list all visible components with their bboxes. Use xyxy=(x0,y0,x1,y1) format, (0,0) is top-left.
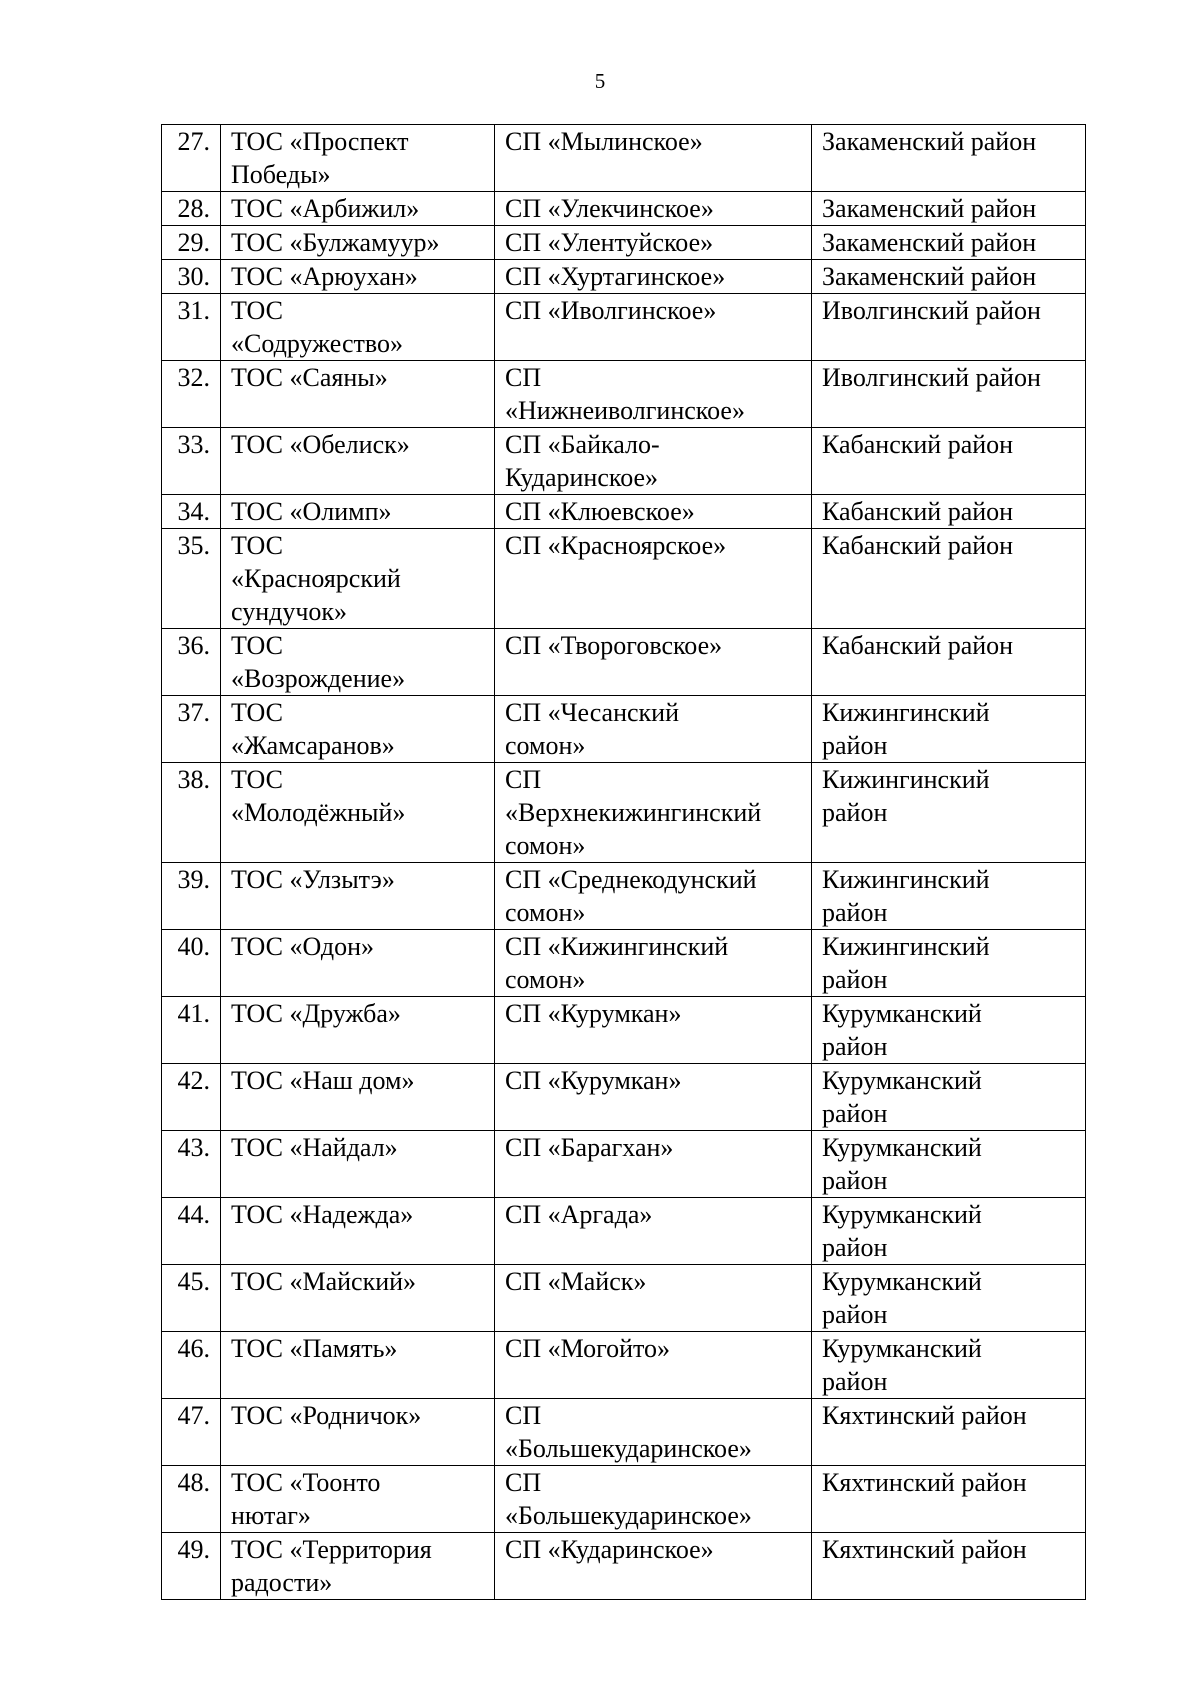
cell-line: Кижингинский xyxy=(822,765,990,794)
settlement-cell xyxy=(495,226,812,260)
row-number-cell: 42. xyxy=(162,1064,221,1131)
tos-name-cell xyxy=(221,1466,495,1533)
row-number-cell: 32. xyxy=(162,361,221,428)
settlement-cell xyxy=(495,361,812,428)
row-number-cell: 45. xyxy=(162,1265,221,1332)
cell-line: «Молодёжный» xyxy=(231,798,406,827)
tos-name-cell xyxy=(221,1131,495,1198)
settlement-cell xyxy=(495,696,812,763)
cell-line: сомон» xyxy=(505,898,586,927)
row-number-cell: 27. xyxy=(162,125,221,192)
tos-name-cell xyxy=(221,125,495,192)
table-row xyxy=(162,260,1086,294)
cell-line: район xyxy=(822,731,888,760)
cell-line: Курумканский xyxy=(822,1066,982,1095)
tos-name-cell xyxy=(221,1064,495,1131)
cell-line: ТОС «Тоонто xyxy=(231,1468,381,1497)
cell-line: СП xyxy=(505,1401,542,1430)
table-row xyxy=(162,763,1086,863)
cell-line: СП «Могойто» xyxy=(505,1334,671,1363)
cell-line: ТОС xyxy=(231,631,283,660)
table-row xyxy=(162,696,1086,763)
cell-line: Кударинское» xyxy=(505,463,659,492)
tos-name-cell xyxy=(221,763,495,863)
settlement-cell xyxy=(495,1131,812,1198)
cell-line: ТОС «Территория xyxy=(231,1535,432,1564)
cell-line: ТОС xyxy=(231,698,283,727)
cell-line: «Большекударинское» xyxy=(505,1501,752,1530)
row-number-cell: 47. xyxy=(162,1399,221,1466)
cell-line: ТОС «Обелиск» xyxy=(231,430,410,459)
tos-name-cell xyxy=(221,629,495,696)
cell-line: «Красноярский xyxy=(231,564,401,593)
cell-line: Курумканский xyxy=(822,1334,982,1363)
table-row xyxy=(162,1399,1086,1466)
settlement-cell xyxy=(495,863,812,930)
settlement-cell xyxy=(495,997,812,1064)
cell-line: ТОС «Одон» xyxy=(231,932,375,961)
cell-line: Курумканский xyxy=(822,1133,982,1162)
cell-line: ТОС «Найдал» xyxy=(231,1133,398,1162)
district-cell xyxy=(812,125,1086,192)
cell-line: район xyxy=(822,798,888,827)
cell-line: Кабанский район xyxy=(822,430,1014,459)
settlement-cell xyxy=(495,192,812,226)
settlement-cell xyxy=(495,260,812,294)
table-row xyxy=(162,1533,1086,1600)
cell-line: СП «Курумкан» xyxy=(505,999,682,1028)
district-cell xyxy=(812,696,1086,763)
tos-name-cell xyxy=(221,1198,495,1265)
cell-line: ТОС «Память» xyxy=(231,1334,398,1363)
cell-line: Закаменский район xyxy=(822,262,1037,291)
row-number-cell: 33. xyxy=(162,428,221,495)
cell-line: СП «Среднекодунский xyxy=(505,865,757,894)
table-body xyxy=(162,125,1086,1600)
cell-line: «Большекударинское» xyxy=(505,1434,752,1463)
cell-line: СП «Улентуйское» xyxy=(505,228,714,257)
cell-line: Кижингинский xyxy=(822,932,990,961)
tos-name-cell xyxy=(221,495,495,529)
row-number-cell: 38. xyxy=(162,763,221,863)
cell-line: СП «Аргада» xyxy=(505,1200,653,1229)
table-row xyxy=(162,997,1086,1064)
tos-name-cell xyxy=(221,696,495,763)
district-cell xyxy=(812,629,1086,696)
tos-name-cell xyxy=(221,1265,495,1332)
table-row xyxy=(162,294,1086,361)
cell-line: Кяхтинский район xyxy=(822,1401,1027,1430)
district-cell xyxy=(812,1265,1086,1332)
cell-line: Кабанский район xyxy=(822,631,1014,660)
cell-line: СП «Клюевское» xyxy=(505,497,695,526)
district-cell xyxy=(812,1533,1086,1600)
cell-line: ТОС «Арюухан» xyxy=(231,262,418,291)
cell-line: ТОС «Надежда» xyxy=(231,1200,414,1229)
table-row xyxy=(162,125,1086,192)
cell-line: район xyxy=(822,1166,888,1195)
cell-line: СП xyxy=(505,1468,542,1497)
cell-line: район xyxy=(822,1300,888,1329)
cell-line: Иволгинский район xyxy=(822,363,1041,392)
table-row xyxy=(162,629,1086,696)
cell-line: Кяхтинский район xyxy=(822,1468,1027,1497)
cell-line: СП xyxy=(505,363,542,392)
cell-line: радости» xyxy=(231,1568,333,1597)
cell-line: район xyxy=(822,1367,888,1396)
cell-line: ТОС xyxy=(231,296,283,325)
tos-name-cell xyxy=(221,997,495,1064)
cell-line: ТОС «Дружба» xyxy=(231,999,401,1028)
settlement-cell xyxy=(495,1533,812,1600)
settlement-cell xyxy=(495,1265,812,1332)
cell-line: ТОС «Олимп» xyxy=(231,497,392,526)
settlement-cell xyxy=(495,1466,812,1533)
district-cell xyxy=(812,192,1086,226)
tos-name-cell xyxy=(221,863,495,930)
district-cell xyxy=(812,863,1086,930)
row-number-cell: 37. xyxy=(162,696,221,763)
tos-name-cell xyxy=(221,428,495,495)
cell-line: СП «Байкало- xyxy=(505,430,660,459)
table-row xyxy=(162,1064,1086,1131)
cell-line: СП «Барагхан» xyxy=(505,1133,674,1162)
row-number-cell: 31. xyxy=(162,294,221,361)
cell-line: Иволгинский район xyxy=(822,296,1041,325)
cell-line: сомон» xyxy=(505,731,586,760)
table-row xyxy=(162,1198,1086,1265)
cell-line: СП «Твороговское» xyxy=(505,631,723,660)
row-number-cell: 43. xyxy=(162,1131,221,1198)
cell-line: СП «Курумкан» xyxy=(505,1066,682,1095)
table-row xyxy=(162,361,1086,428)
row-number-cell: 28. xyxy=(162,192,221,226)
row-number-cell: 35. xyxy=(162,529,221,629)
settlement-cell xyxy=(495,763,812,863)
cell-line: «Нижнеиволгинское» xyxy=(505,396,745,425)
settlement-cell xyxy=(495,1064,812,1131)
cell-line: СП «Хуртагинское» xyxy=(505,262,726,291)
tos-name-cell xyxy=(221,294,495,361)
cell-line: Победы» xyxy=(231,160,331,189)
row-number-cell: 46. xyxy=(162,1332,221,1399)
district-cell xyxy=(812,226,1086,260)
cell-line: Курумканский xyxy=(822,1200,982,1229)
cell-line: Закаменский район xyxy=(822,127,1037,156)
cell-line: нютаг» xyxy=(231,1501,311,1530)
district-cell xyxy=(812,428,1086,495)
cell-line: Закаменский район xyxy=(822,194,1037,223)
cell-line: СП «Мылинское» xyxy=(505,127,703,156)
row-number-cell: 41. xyxy=(162,997,221,1064)
settlement-cell xyxy=(495,1332,812,1399)
cell-line: Закаменский район xyxy=(822,228,1037,257)
table-row xyxy=(162,863,1086,930)
cell-line: СП «Кударинское» xyxy=(505,1535,714,1564)
cell-line: СП «Красноярское» xyxy=(505,531,727,560)
tos-name-cell xyxy=(221,930,495,997)
cell-line: сомон» xyxy=(505,831,586,860)
cell-line: Кижингинский xyxy=(822,698,990,727)
district-cell xyxy=(812,763,1086,863)
cell-line: район xyxy=(822,898,888,927)
row-number-cell: 48. xyxy=(162,1466,221,1533)
district-cell xyxy=(812,294,1086,361)
cell-line: ТОС «Родничок» xyxy=(231,1401,422,1430)
table-row xyxy=(162,192,1086,226)
row-number-cell: 44. xyxy=(162,1198,221,1265)
cell-line: СП «Майск» xyxy=(505,1267,647,1296)
cell-line: ТОС xyxy=(231,531,283,560)
cell-line: ТОС «Булжамуур» xyxy=(231,228,440,257)
cell-line: СП «Чесанский xyxy=(505,698,680,727)
table-row xyxy=(162,226,1086,260)
settlement-cell xyxy=(495,125,812,192)
cell-line: ТОС «Арбижил» xyxy=(231,194,420,223)
district-cell xyxy=(812,1332,1086,1399)
district-cell xyxy=(812,1064,1086,1131)
cell-line: ТОС «Улзытэ» xyxy=(231,865,395,894)
cell-line: «Содружество» xyxy=(231,329,403,358)
row-number-cell: 40. xyxy=(162,930,221,997)
settlement-cell xyxy=(495,1399,812,1466)
cell-line: Кабанский район xyxy=(822,531,1014,560)
tos-name-cell xyxy=(221,1533,495,1600)
tos-name-cell xyxy=(221,1399,495,1466)
row-number-cell: 39. xyxy=(162,863,221,930)
district-cell xyxy=(812,260,1086,294)
settlement-cell xyxy=(495,495,812,529)
district-cell xyxy=(812,1198,1086,1265)
cell-line: «Верхнекижингинский xyxy=(505,798,762,827)
cell-line: Курумканский xyxy=(822,999,982,1028)
cell-line: район xyxy=(822,1099,888,1128)
table-row xyxy=(162,1332,1086,1399)
cell-line: СП xyxy=(505,765,542,794)
cell-line: ТОС «Майский» xyxy=(231,1267,417,1296)
tos-name-cell xyxy=(221,226,495,260)
table-row xyxy=(162,1466,1086,1533)
row-number-cell: 49. xyxy=(162,1533,221,1600)
settlement-cell xyxy=(495,930,812,997)
cell-line: сомон» xyxy=(505,965,586,994)
table-row xyxy=(162,930,1086,997)
tos-name-cell xyxy=(221,192,495,226)
cell-line: «Возрождение» xyxy=(231,664,406,693)
table-row xyxy=(162,428,1086,495)
cell-line: ТОС «Саяны» xyxy=(231,363,388,392)
cell-line: район xyxy=(822,965,888,994)
table-row xyxy=(162,1265,1086,1332)
settlement-cell xyxy=(495,1198,812,1265)
tos-name-cell xyxy=(221,529,495,629)
tos-name-cell xyxy=(221,260,495,294)
settlement-cell xyxy=(495,529,812,629)
row-number-cell: 29. xyxy=(162,226,221,260)
district-cell xyxy=(812,529,1086,629)
settlement-cell xyxy=(495,428,812,495)
cell-line: сундучок» xyxy=(231,597,348,626)
district-cell xyxy=(812,997,1086,1064)
table-row xyxy=(162,1131,1086,1198)
table-row xyxy=(162,495,1086,529)
row-number-cell: 36. xyxy=(162,629,221,696)
cell-line: Кяхтинский район xyxy=(822,1535,1027,1564)
settlement-cell xyxy=(495,294,812,361)
settlement-cell xyxy=(495,629,812,696)
district-cell xyxy=(812,495,1086,529)
row-number-cell: 30. xyxy=(162,260,221,294)
cell-line: Курумканский xyxy=(822,1267,982,1296)
tos-name-cell xyxy=(221,1332,495,1399)
cell-line: ТОС «Наш дом» xyxy=(231,1066,415,1095)
district-cell xyxy=(812,1131,1086,1198)
page-number: 5 xyxy=(594,69,606,93)
cell-line: СП «Улекчинское» xyxy=(505,194,714,223)
cell-line: Кижингинский xyxy=(822,865,990,894)
cell-line: район xyxy=(822,1233,888,1262)
district-cell xyxy=(812,930,1086,997)
cell-line: «Жамсаранов» xyxy=(231,731,395,760)
cell-line: СП «Кижингинский xyxy=(505,932,729,961)
table-row xyxy=(162,529,1086,629)
tos-name-cell xyxy=(221,361,495,428)
tos-registry-table xyxy=(161,124,1086,1600)
cell-line: район xyxy=(822,1032,888,1061)
cell-line: ТОС xyxy=(231,765,283,794)
cell-line: СП «Иволгинское» xyxy=(505,296,717,325)
cell-line: ТОС «Проспект xyxy=(231,127,409,156)
row-number-cell: 34. xyxy=(162,495,221,529)
district-cell xyxy=(812,1466,1086,1533)
district-cell xyxy=(812,361,1086,428)
district-cell xyxy=(812,1399,1086,1466)
cell-line: Кабанский район xyxy=(822,497,1014,526)
